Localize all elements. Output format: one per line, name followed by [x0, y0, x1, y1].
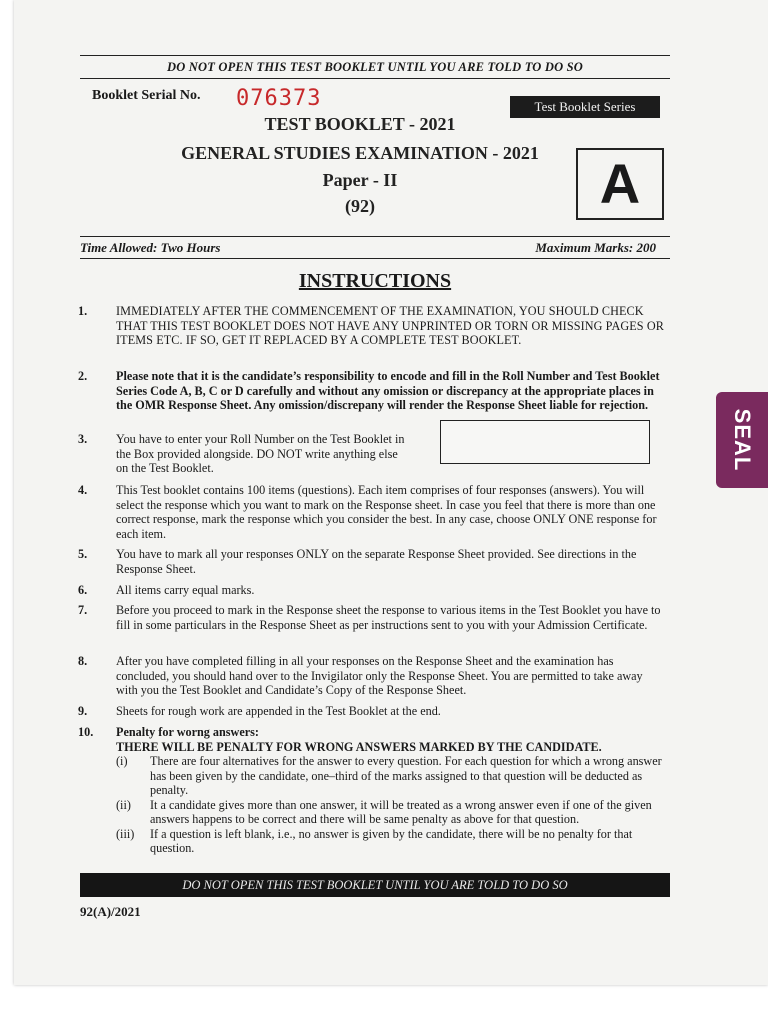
item-number: 9. [78, 704, 88, 718]
seal-label: SEAL [730, 408, 755, 472]
item-number: 3. [78, 432, 88, 446]
booklet-code: 92(A)/2021 [80, 904, 141, 919]
item-number: 5. [78, 547, 88, 561]
item-number: 6. [78, 583, 88, 597]
penalty-title: Penalty for worng answers: [116, 725, 259, 739]
penalty-clause [116, 827, 664, 856]
meta-rule-top [80, 236, 670, 237]
seal-tab [716, 392, 768, 488]
item-number: 4. [78, 483, 88, 497]
penalty-clause [116, 798, 664, 827]
paper-code: (92) [345, 196, 375, 216]
meta-rule-bottom [80, 258, 670, 259]
item-number: 1. [78, 304, 88, 318]
exam-title: GENERAL STUDIES EXAMINATION - 2021 [181, 143, 539, 163]
instruction-item-penalty [78, 725, 664, 856]
series-label: Test Booklet Series [510, 96, 660, 118]
instruction-item [78, 483, 664, 541]
instruction-item [78, 583, 664, 598]
instruction-item [78, 369, 664, 413]
paper-title: Paper - II [322, 170, 398, 190]
bottom-warning: DO NOT OPEN THIS TEST BOOKLET UNTIL YOU ARE TOLD TO DO SO [80, 873, 670, 897]
top-warning: DO NOT OPEN THIS TEST BOOKLET UNTIL YOU ARE TOLD TO DO SO [166, 60, 584, 74]
top-rule-lower [80, 78, 670, 79]
item-text: Before you proceed to mark in the Response sheet the response to various items in the Test Booklet you have to fill in some particulars in the Response Sheet as per instructions sent to you with your Admission Certificate. [116, 603, 661, 632]
item-text: Please note that it is the candidate’s responsibility to encode and fill in the Roll Number and Test Booklet Series Code A, B, C or D carefully and without any omission or discrepancy at the appropriate places in the OMR Response Sheet. Any omission/discrepany will render the Response Sheet liable for rejection. [116, 369, 660, 412]
max-marks: Maximum Marks: 200 [535, 240, 656, 255]
instruction-item [78, 654, 664, 698]
top-rule [80, 55, 670, 56]
item-text: All items carry equal marks. [116, 583, 255, 597]
instruction-item [78, 547, 664, 576]
serial-label: Booklet Serial No. [92, 88, 201, 103]
clause-text: It a candidate gives more than one answer, it will be treated as a wrong answer even if one of the given answers happens to be correct and there will be same penalty as above for that question. [150, 797, 652, 826]
item-text: You have to mark all your responses ONLY on the separate Response Sheet provided. See directions in the Response Sheet. [116, 547, 637, 576]
item-text: After you have completed filling in all your responses on the Response Sheet and the examination has concluded, you should hand over to the Invigilator only the Response Sheet. You are permitted to take away with you the Test Booklet and Candidate’s Copy of the Response Sheet. [116, 654, 643, 697]
item-number: 2. [78, 369, 88, 383]
booklet-title: TEST BOOKLET - 2021 [264, 114, 456, 134]
penalty-clause [116, 754, 664, 798]
item-number: 10. [78, 725, 94, 739]
serial-number: 076373 [236, 86, 322, 111]
clause-number: (iii) [116, 826, 135, 841]
item-text: You have to enter your Roll Number on the Test Booklet in the Box provided alongside. DO NOT write anything else on the Test Booklet. [116, 432, 405, 475]
series-code-box: A [576, 148, 664, 220]
item-text: This Test booklet contains 100 items (questions). Each item comprises of four responses (answers). You will select the response which you want to mark on the Response sheet. In case you feel that there is more than one correct response, mark the response which you consider the best. In any case, choose ONLY ONE response for each item. [116, 483, 657, 541]
clause-number: (i) [116, 754, 128, 768]
instruction-item [78, 603, 664, 632]
roll-number-box[interactable] [440, 420, 650, 464]
instructions-heading: INSTRUCTIONS [298, 270, 452, 292]
item-number: 7. [78, 603, 88, 617]
clause-text: There are four alternatives for the answer to every question. For each question for which a wrong answer has been given by the candidate, one–third of the marks assigned to that question will be deducted as penalty. [150, 754, 662, 797]
instruction-item [78, 432, 408, 476]
clause-number: (ii) [116, 797, 131, 812]
time-allowed: Time Allowed: Two Hours [80, 240, 221, 255]
clause-text: If a question is left blank, i.e., no answer is given by the candidate, there will be no penalty for that question. [150, 826, 633, 855]
instruction-item [78, 704, 664, 719]
item-number: 8. [78, 654, 88, 668]
instruction-item [78, 304, 664, 348]
item-text: Sheets for rough work are appended in the Test Booklet at the end. [116, 704, 441, 718]
item-text: IMMEDIATELY AFTER THE COMMENCEMENT OF THE EXAMINATION, YOU SHOULD CHECK THAT THIS TEST BOOKLET DOES NOT HAVE ANY UNPRINTED OR TORN OR MISSING PAGES OR ITEMS ETC. IF SO, GET IT REPLACED BY A COMPLETE TEST BOOKLET. [116, 304, 664, 347]
penalty-subtitle: THERE WILL BE PENALTY FOR WRONG ANSWERS MARKED BY THE CANDIDATE. [116, 739, 602, 754]
